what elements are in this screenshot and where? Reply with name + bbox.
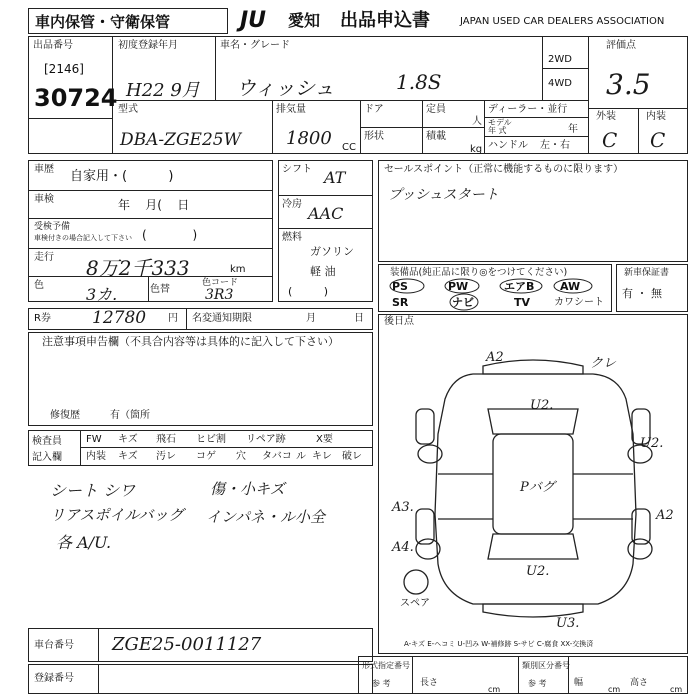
color-code-value: 3R3: [205, 287, 234, 303]
interior-label: 内装: [646, 111, 666, 122]
spare-label: スペア: [400, 598, 430, 609]
after-check-label: 後日点: [384, 316, 414, 327]
first-reg-value: H22 9月: [126, 80, 200, 101]
receipt-note: 車検付きの場合記入して下さい: [34, 234, 132, 242]
check-cut: キレ: [312, 451, 332, 462]
declaration-label: 注意事項申告欄（不具合内容等は具体的に記入して下さい）: [42, 335, 339, 348]
history-label: 車歴: [34, 164, 54, 175]
handle-options: 左・右: [540, 140, 570, 151]
dealer-label: ディーラー・並行: [488, 104, 568, 115]
lot-no-label: 出品番号: [33, 40, 73, 51]
type-cert-label: 形式指定番号: [362, 661, 410, 670]
logo-text: 愛知: [288, 11, 321, 30]
equipment-label: 装備品(純正品に限り◎をつけてください): [390, 267, 568, 278]
ac-value: AAC: [308, 204, 344, 223]
check-fw: FW: [86, 434, 102, 445]
note-small-scratch: 傷・小キズ: [210, 480, 285, 498]
lot-bracket: [2146]: [44, 62, 84, 76]
ref-label: 参 考: [372, 679, 391, 688]
repair-history-value: 有（箇所: [110, 410, 150, 421]
mark-u2-right: U2.: [640, 436, 664, 451]
kg-unit: kg: [470, 144, 483, 155]
door-label: ドア: [364, 104, 384, 115]
cc-unit: CC: [342, 142, 356, 153]
r-ticket-value: 12780: [92, 308, 147, 328]
load-label: 積載: [426, 131, 446, 142]
mileage-value: 8万2千333: [86, 256, 190, 280]
registration-label: 登録番号: [34, 673, 74, 684]
height-cm: cm: [670, 685, 683, 694]
width-cm: cm: [608, 685, 621, 694]
mark-p-bag: Pバグ: [520, 480, 555, 495]
check-chip: 飛石: [156, 434, 176, 445]
year-unit: 年: [568, 124, 578, 135]
displacement-label: 排気量: [276, 104, 306, 115]
note-instrument-panel: インパネ・ル小全: [206, 508, 325, 526]
mark-a3: A3.: [392, 500, 414, 515]
equip-navi: ナビ: [452, 296, 474, 309]
length-cm: cm: [488, 685, 501, 694]
month-unit: 月: [306, 313, 316, 324]
check-int-scratch: キズ: [118, 451, 138, 462]
yen-unit: 円: [168, 313, 178, 324]
check-repair-mark: リペア跡: [246, 434, 286, 445]
color-label: 色: [34, 280, 44, 291]
equip-ps: PS: [392, 280, 408, 293]
warranty-label: 新車保証書: [624, 268, 670, 278]
drive-2wd: 2WD: [548, 54, 572, 65]
car-name: ウィッシュ: [236, 76, 335, 100]
ac-label: 冷房: [282, 199, 302, 210]
selling-point-value: プッシュスタート: [388, 187, 499, 203]
ju-logo: JU: [240, 8, 267, 33]
equip-leather-seat: カワシート: [554, 297, 604, 308]
person-unit: 人: [472, 116, 482, 127]
day-unit: 日: [354, 313, 364, 324]
check-interior: 内装: [86, 451, 106, 462]
fuel-gasoline: ガソリン: [310, 245, 354, 258]
chassis-number: ZGE25-0011127: [112, 634, 262, 655]
check-ru: ル: [296, 451, 306, 462]
lot-number: 30724: [34, 84, 118, 112]
inspection-value: 年 月( 日: [118, 198, 190, 212]
note-each-au: 各 A/U.: [56, 533, 112, 552]
warranty-options: 有 ・ 無: [622, 287, 662, 300]
receipt-label: 受検予備: [34, 222, 71, 232]
check-tobacco: タバコ: [262, 451, 292, 462]
fuel-label: 燃料: [282, 232, 302, 243]
first-reg-label: 初度登録年月: [118, 40, 178, 51]
registration-box: [28, 664, 373, 694]
equip-sr: SR: [392, 296, 409, 309]
r-ticket-label: R券: [34, 313, 51, 324]
mark-a2-front: A2: [486, 350, 504, 365]
selling-point-box: [378, 160, 688, 262]
equip-tv: TV: [514, 296, 531, 309]
equip-aw: AW: [560, 280, 581, 293]
form-title: 出品申込書: [340, 10, 430, 31]
note-rear-spoiler: リアスポイルバッグ: [50, 506, 184, 524]
equipment-circles: [378, 264, 612, 312]
check-hole: 穴: [236, 451, 246, 462]
name-grade-label: 車名・グレード: [220, 40, 290, 51]
name-change-label: 名変通知期限: [192, 313, 252, 324]
repair-history-label: 修復歴: [50, 410, 80, 421]
mark-u3: U3.: [556, 616, 580, 631]
chassis-label: 車台番号: [34, 640, 74, 651]
mark-u2-hood: U2.: [530, 398, 554, 413]
height-label: 高さ: [630, 678, 649, 688]
drive-4wd: 4WD: [548, 78, 572, 89]
model-label: 型式: [118, 104, 138, 115]
check-burn: コゲ: [196, 451, 216, 462]
storage-title-box: [28, 8, 228, 34]
shift-value: AT: [324, 168, 346, 187]
shape-label: 形状: [364, 131, 384, 142]
check-scratch: キズ: [118, 434, 138, 445]
mileage-label: 走行: [34, 252, 54, 263]
check-tear: 破レ: [342, 451, 362, 462]
inspector-label: 検査員 記入欄: [32, 436, 62, 463]
history-value: 自家用・( ): [70, 169, 174, 184]
note-seat-wrinkle: シート シワ: [50, 481, 136, 500]
inspection-label: 車検: [34, 194, 54, 205]
interior-grade: C: [650, 128, 666, 152]
width-label: 幅: [574, 678, 584, 688]
mark-a4: A4.: [392, 540, 414, 555]
damage-legend: A-キズ E-ヘコミ U-凹み W-補修跡 S-サビ C-腐食 XX-交換済: [404, 640, 594, 648]
check-dirt: 汚レ: [156, 451, 176, 462]
category-label: 類別区分番号: [522, 661, 570, 670]
check-crack: ヒビ割: [196, 434, 226, 445]
fuel-diesel: 軽 油: [310, 265, 336, 278]
score-label: 評価点: [606, 40, 636, 51]
model-value: DBA-ZGE25W: [120, 130, 242, 150]
mark-a2-right: A2: [656, 508, 674, 523]
model-year-label: モデル 年 式: [488, 118, 512, 135]
displacement-value: 1800: [286, 128, 332, 149]
score-value: 3.5: [606, 68, 651, 101]
car-grade: 1.8S: [396, 70, 442, 94]
fuel-other: ( ): [288, 285, 329, 298]
exterior-grade: C: [602, 128, 618, 152]
storage-title: 車内保管・守衛保管: [35, 13, 171, 31]
color-value: 3カ.: [86, 285, 118, 304]
shift-label: シフト: [282, 164, 312, 175]
equip-pw: PW: [448, 280, 469, 293]
check-replace: X要: [316, 434, 333, 445]
color-code-label: 色コード: [202, 278, 239, 288]
length-label: 長さ: [420, 678, 439, 688]
association-name: JAPAN USED CAR DEALERS ASSOCIATION: [460, 16, 665, 27]
mark-crack: クレ: [590, 356, 617, 371]
receipt-value: ( ): [142, 228, 198, 242]
handle-label: ハンドル: [488, 140, 528, 151]
equip-airbag: エアB: [504, 280, 535, 293]
capacity-label: 定員: [426, 104, 446, 115]
mark-u2-rear: U2.: [526, 564, 550, 579]
exterior-label: 外装: [596, 111, 616, 122]
selling-point-label: セールスポイント（正常に機能するものに限ります）: [384, 164, 624, 175]
ref-label-2: 参 考: [528, 679, 547, 688]
km-unit: km: [230, 264, 246, 275]
color-change-label: 色替: [150, 284, 170, 295]
